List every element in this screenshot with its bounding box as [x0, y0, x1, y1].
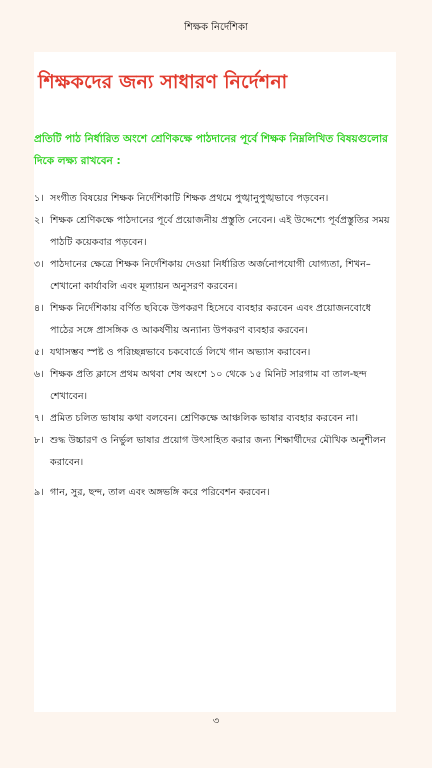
list-item: [34, 210, 396, 254]
list-item: [34, 254, 396, 298]
list-item-text: গান, সুর, ছন্দ, তাল এবং অঙ্গভঙ্গি করে পরিবেশন করবেন।: [50, 487, 270, 498]
list-item-number: ৭।: [34, 413, 44, 424]
list-item-text: সংগীত বিষয়ের শিক্ষক নির্দেশিকাটি শিক্ষক প্রথমে পুঙ্খানুপুঙ্খভাবে পড়বেন।: [50, 193, 329, 204]
list-item-number: ১।: [34, 193, 44, 204]
list-item-text: পাঠদানের ক্ষেত্রে শিক্ষক নির্দেশিকায় দেওয়া নির্ধারিত অর্জনোপযোগী যোগ্যতা, শিখন–শেখানো কার্যাবলি এবং মূল্যায়ন অনুসরণ করবেন।: [50, 259, 371, 292]
page-title: শিক্ষকদের জন্য সাধারণ নির্দেশনা: [38, 71, 288, 93]
list-item-text: শিক্ষক নির্দেশিকায় বর্ণিত ছবিকে উপকরণ হিসেবে ব্যবহার করবেন এবং প্রয়োজনবোধে পাঠের সঙ্গে প্রাসঙ্গিক ও আকর্ষণীয় অন্যান্য উপকরণ ব্যবহার করবেন।: [50, 303, 371, 336]
list-item: [34, 482, 396, 504]
list-item-text: শিক্ষক শ্রেণিকক্ষে পাঠদানের পূর্বে প্রয়োজনীয় প্রস্তুতি নেবেন। এই উদ্দেশ্যে পূর্বপ্রস্তুতির সময় পাঠটি কয়েকবার পড়বেন।: [50, 215, 390, 248]
list-item-number: ৯।: [34, 487, 44, 498]
instruction-list: [34, 188, 396, 504]
running-header: শিক্ষক নির্দেশিকা: [184, 22, 248, 33]
page-content: [34, 52, 396, 712]
list-item: [34, 298, 396, 342]
list-item-text: প্রমিত চলিত ভাষায় কথা বলবেন। শ্রেণিকক্ষে আঞ্চলিক ভাষার ব্যবহার করবেন না।: [50, 413, 359, 424]
list-item: [34, 364, 396, 408]
list-item: [34, 188, 396, 210]
list-item-number: ৬।: [34, 369, 44, 380]
list-item-text: শুদ্ধ উচ্চারণ ও নির্ভুল ভাষার প্রয়োগ উৎসাহিত করার জন্য শিক্ষার্থীদের মৌখিক অনুশীলন করাবেন।: [50, 435, 386, 468]
list-item: [34, 408, 396, 430]
page-number: ৩: [212, 716, 220, 727]
list-item-number: ৪।: [34, 303, 44, 314]
list-item-number: ৩।: [34, 259, 44, 270]
list-item-text: যথাসম্ভব স্পষ্ট ও পরিচ্ছন্নভাবে চকবোর্ডে লিখে গান অভ্যাস করাবেন।: [50, 347, 311, 358]
list-item-number: ২।: [34, 215, 44, 226]
list-item-number: ৫।: [34, 347, 44, 358]
list-item: [34, 430, 396, 474]
list-item-number: ৮।: [34, 435, 44, 446]
list-item: [34, 342, 396, 364]
list-item-text: শিক্ষক প্রতি ক্লাসে প্রথম অথবা শেষ অংশে ১০ থেকে ১৫ মিনিট সারগাম বা তাল-ছন্দ শেখাবেন।: [50, 369, 367, 402]
intro-paragraph: প্রতিটি পাঠ নির্ধারিত অংশে শ্রেণিকক্ষে পাঠদানের পূর্বে শিক্ষক নিম্নলিখিত বিষয়গুলোর দিকে লক্ষ্য রাখবেন :: [34, 133, 388, 167]
